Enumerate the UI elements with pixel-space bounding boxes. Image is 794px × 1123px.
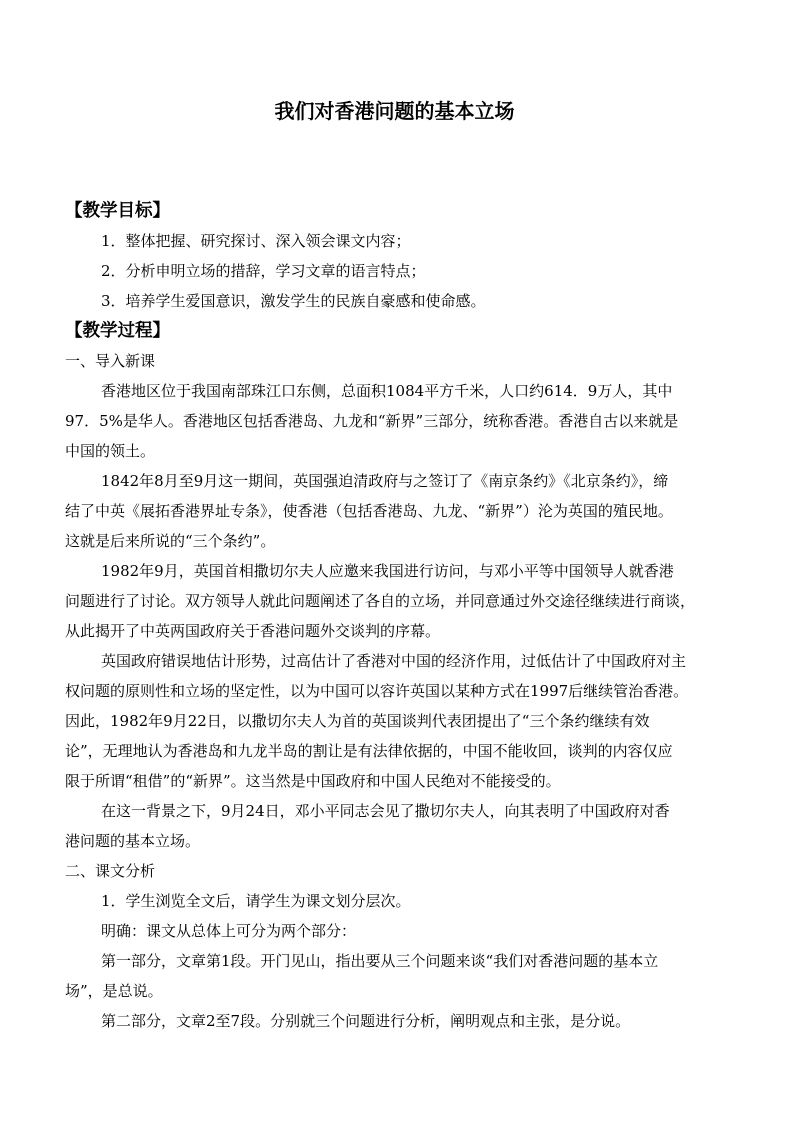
process-header: 【教学过程】 [65, 321, 170, 341]
goal-item-1: 1．整体把握、研究探讨、深入领会课文内容； [101, 232, 411, 250]
paragraph-line: 因此，1982年9月22日，以撒切尔夫人为首的英国谈判代表团提出了“三个条约继续有效 [65, 712, 650, 730]
paragraph-line: 这就是后来所说的“三个条约”。 [65, 532, 276, 550]
paragraph-line: 问题进行了讨论。双方领导人就此问题阐述了各自的立场，并同意通过外交途径继续进行商谈， [65, 592, 696, 610]
paragraph-line: 结了中英《展拓香港界址专条》，使香港（包括香港岛、九龙、“新界”）沦为英国的殖民地。 [65, 502, 673, 520]
paragraph-line: 香港地区位于我国南部珠江口东侧，总面积1084平方千米，人口约614．9万人，其中 [101, 382, 673, 400]
paragraph-line: 97．5%是华人。香港地区包括香港岛、九龙和“新界”三部分，统称香港。香港自古以来就是 [65, 412, 679, 430]
goal-item-2: 2．分析申明立场的措辞，学习文章的语言特点； [101, 262, 426, 280]
part-2-paragraph: 第二部分，文章2至7段。分别就三个问题进行分析，阐明观点和主张，是分说。 [101, 1012, 631, 1030]
part-1-paragraph [65, 946, 724, 1006]
paragraph-3 [65, 556, 724, 646]
paragraph-line: 中国的领土。 [65, 442, 156, 460]
paragraph-line: 限于所谓“租借”的“新界”。这当然是中国政府和中国人民绝对不能接受的。 [65, 772, 561, 790]
paragraph-line: 第一部分，文章第1段。开门见山，指出要从三个问题来谈“我们对香港问题的基本立 [101, 952, 659, 970]
paragraph-line: 港问题的基本立场。 [65, 832, 201, 850]
section-2-clarify: 明确：课文从总体上可分为两个部分： [101, 922, 357, 940]
paragraph-line: 权问题的原则性和立场的坚定性，以为中国可以容许英国以某种方式在1997后继续管治香港。 [65, 682, 689, 700]
section-2-title: 二、课文分析 [65, 862, 156, 880]
paragraph-line: 论”，无理地认为香港岛和九龙半岛的割让是有法律依据的，中国不能收回，谈判的内容仅应 [65, 742, 673, 760]
section-1-title: 一、导入新课 [65, 352, 156, 370]
paragraph-1 [65, 376, 724, 466]
page-title: 我们对香港问题的基本立场 [274, 99, 515, 123]
paragraph-5 [65, 796, 724, 856]
goals-header: 【教学目标】 [65, 201, 170, 221]
paragraph-4 [65, 646, 724, 796]
paragraph-2 [65, 466, 724, 556]
paragraph-line: 在这一背景之下，9月24日，邓小平同志会见了撒切尔夫人，向其表明了中国政府对香 [101, 802, 670, 820]
paragraph-line: 英国政府错误地估计形势，过高估计了香港对中国的经济作用，过低估计了中国政府对主 [101, 652, 687, 670]
paragraph-line: 场”，是总说。 [65, 982, 163, 1000]
paragraph-line: 1982年9月，英国首相撒切尔夫人应邀来我国进行访问，与邓小平等中国领导人就香港 [101, 562, 674, 580]
section-2-item-1: 1．学生浏览全文后，请学生为课文划分层次。 [101, 892, 411, 910]
paragraph-line: 1842年8月至9月这一期间，英国强迫清政府与之签订了《南京条约》《北京条约》，缔 [101, 472, 669, 490]
goal-item-3: 3．培养学生爱国意识，激发学生的民族自豪感和使命感。 [101, 292, 486, 310]
paragraph-line: 从此揭开了中英两国政府关于香港问题外交谈判的序幕。 [65, 622, 441, 640]
